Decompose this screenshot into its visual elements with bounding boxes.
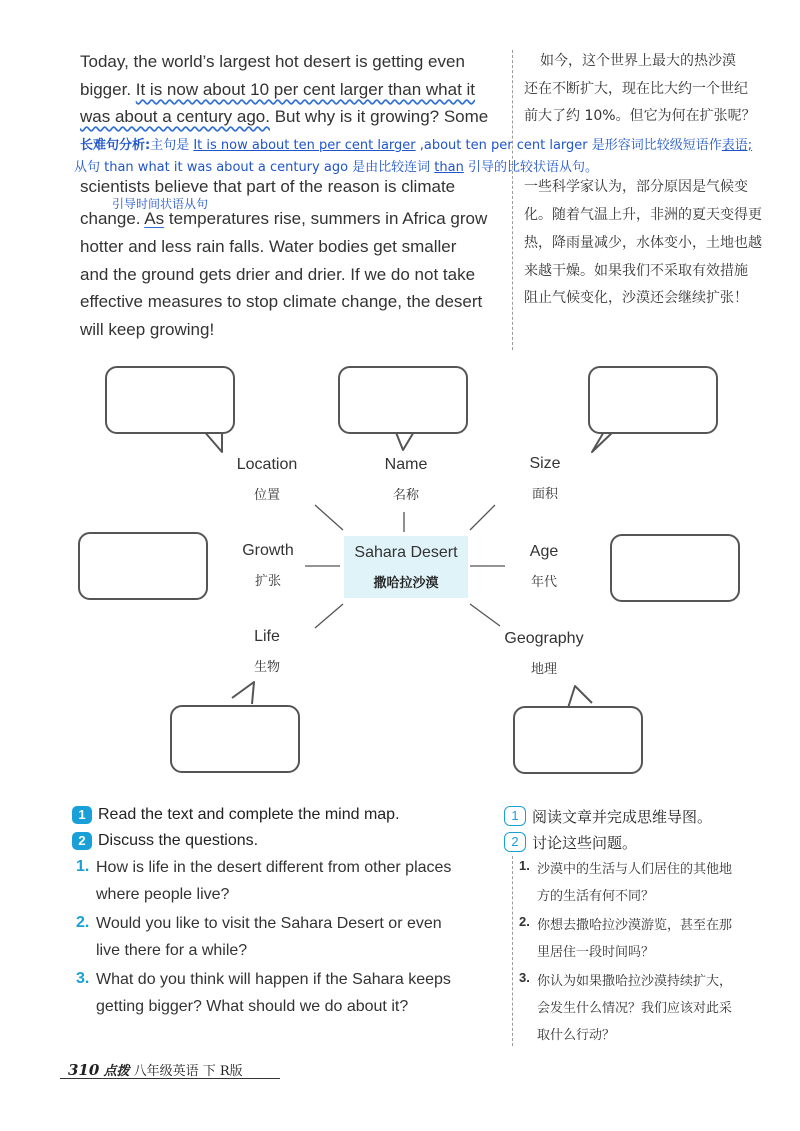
node-growth-label-cn: 扩张 <box>254 574 281 589</box>
node-growth-label: Growth <box>242 542 294 559</box>
passage-line: and the ground gets drier and drier. If we do not take <box>80 265 476 284</box>
brand-name: 点拨 <box>103 1064 130 1079</box>
question-1-cn-number: 1. <box>519 858 530 873</box>
passage-line: will keep growing! <box>80 320 215 339</box>
sentence-analysis-note: 长难句分析:主句是 It is now about ten per cent larger ,about ten per cent larger 是形容词比较级短语作表语; <box>80 138 753 153</box>
page-number: 310 <box>68 1061 100 1079</box>
question-3-cn-line: 取什么行动？ <box>537 1028 616 1043</box>
name-answer-box[interactable] <box>338 366 468 434</box>
node-age-label-cn: 年代 <box>530 575 557 590</box>
node-location-label: Location <box>236 456 298 473</box>
question-1-line: where people live? <box>96 886 230 903</box>
task-2-cn-badge: 2 <box>504 832 526 852</box>
location-answer-box[interactable] <box>105 366 235 434</box>
page-footer <box>68 1060 243 1079</box>
task-1-cn-badge: 1 <box>504 806 526 826</box>
passage-line: was about a century ago. But why is it growing? Some <box>80 107 489 126</box>
question-1-number: 1. <box>76 858 90 875</box>
question-3-cn-line: 你认为如果撒哈拉沙漠持续扩大， <box>537 974 733 989</box>
node-geography-label: Geography <box>504 630 584 647</box>
center-title-cn: 撒哈拉沙漠 <box>373 576 439 591</box>
translation-line: 阻止气候变化，沙漠还会继续扩张！ <box>524 290 748 306</box>
task-1-cn-text: 阅读文章并完成思维导图。 <box>532 808 713 826</box>
question-2-cn-number: 2. <box>519 914 530 929</box>
translation-line: 还在不断扩大，现在比大约一个世纪 <box>524 81 748 97</box>
spoke-size <box>470 505 495 530</box>
translation-line: 如今，这个世界上最大的热沙漠 <box>540 53 736 69</box>
spoke-geography <box>470 604 500 626</box>
question-3-line: getting bigger? What should we do about it? <box>96 998 409 1015</box>
node-life-label: Life <box>254 628 280 645</box>
node-age-label: Age <box>529 543 559 560</box>
size-answer-box[interactable] <box>588 366 718 434</box>
passage-line: effective measures to stop climate change, the desert <box>80 292 483 311</box>
node-geography-label-cn: 地理 <box>530 662 557 677</box>
question-3-line: What do you think will happen if the Sahara keeps <box>96 971 451 988</box>
spoke-location <box>315 505 343 530</box>
question-1-cn-line: 方的生活有何不同？ <box>537 889 655 904</box>
node-name-label-cn: 名称 <box>392 488 419 503</box>
node-location-label-cn: 位置 <box>253 488 280 503</box>
question-1-line: How is life in the desert different from other places <box>96 859 452 876</box>
question-2-number: 2. <box>76 914 90 931</box>
question-1-cn-line: 沙漠中的生活与人们居住的其他地 <box>537 862 733 877</box>
edition: 下 R版 <box>202 1064 243 1079</box>
question-2-cn-line: 里居住一段时间吗？ <box>537 945 655 960</box>
spoke-life <box>315 604 343 628</box>
bubble-tail <box>232 682 254 704</box>
question-2-cn-line: 你想去撒哈拉沙漠游览，甚至在那 <box>537 918 733 933</box>
growth-answer-box[interactable] <box>78 532 208 600</box>
task-2-cn-text: 讨论这些问题。 <box>532 834 638 852</box>
question-3-cn-line: 会发生什么情况？我们应该对此采 <box>537 1001 733 1016</box>
passage-line: change. As temperatures rise, summers in Africa grow <box>80 209 488 228</box>
question-3-cn-number: 3. <box>519 970 530 985</box>
passage-line: hotter and less rain falls. Water bodies get smaller <box>80 237 457 256</box>
underlined-word-as: As <box>144 209 165 228</box>
wavy-underlined-sentence: was about a century ago. <box>80 107 270 126</box>
question-3-number: 3. <box>76 970 90 987</box>
node-size-label-cn: 面积 <box>531 487 558 502</box>
geography-answer-box[interactable] <box>513 706 643 774</box>
translation-line: 热，降雨量减少，水体变小，土地也越 <box>524 235 762 251</box>
node-name-label: Name <box>384 456 428 473</box>
task-1-text: Read the text and complete the mind map. <box>98 806 400 823</box>
translation-line: 化。随着气温上升，非洲的夏天变得更 <box>524 207 762 223</box>
age-answer-box[interactable] <box>610 534 740 602</box>
as-clause-note: 引导时间状语从句 <box>112 197 209 211</box>
node-size-label: Size <box>529 455 561 472</box>
footer-rule <box>60 1078 280 1079</box>
task-2-text: Discuss the questions. <box>98 832 259 849</box>
task-2-badge: 2 <box>72 832 92 850</box>
center-title: Sahara Desert <box>354 544 458 561</box>
book-title: 八年级英语 <box>133 1064 199 1079</box>
sentence-analysis-note-line2: 从句 than what it was about a century ago 是由比较连词 than 引导的比较状语从句。 <box>74 160 598 175</box>
wavy-underlined-sentence: It is now about 10 per cent larger than what it <box>135 80 476 99</box>
translation-line: 前大了约 10%。但它为何在扩张呢？ <box>524 108 756 124</box>
question-2-line: live there for a while? <box>96 942 248 959</box>
life-answer-box[interactable] <box>170 705 300 773</box>
bubble-tail <box>568 686 592 708</box>
passage-line: Today, the world’s largest hot desert is getting even <box>80 52 465 71</box>
translation-line: 一些科学家认为，部分原因是气候变 <box>524 179 748 195</box>
column-divider <box>512 856 513 1046</box>
translation-line: 来越干燥。如果我们不采取有效措施 <box>524 263 748 279</box>
node-life-label-cn: 生物 <box>253 660 280 675</box>
passage-line: scientists believe that part of the reason is climate <box>80 177 456 196</box>
task-1-badge: 1 <box>72 806 92 824</box>
question-2-line: Would you like to visit the Sahara Desert or even <box>96 915 442 932</box>
passage-line: bigger. It is now about 10 per cent larger than what it <box>80 80 476 99</box>
